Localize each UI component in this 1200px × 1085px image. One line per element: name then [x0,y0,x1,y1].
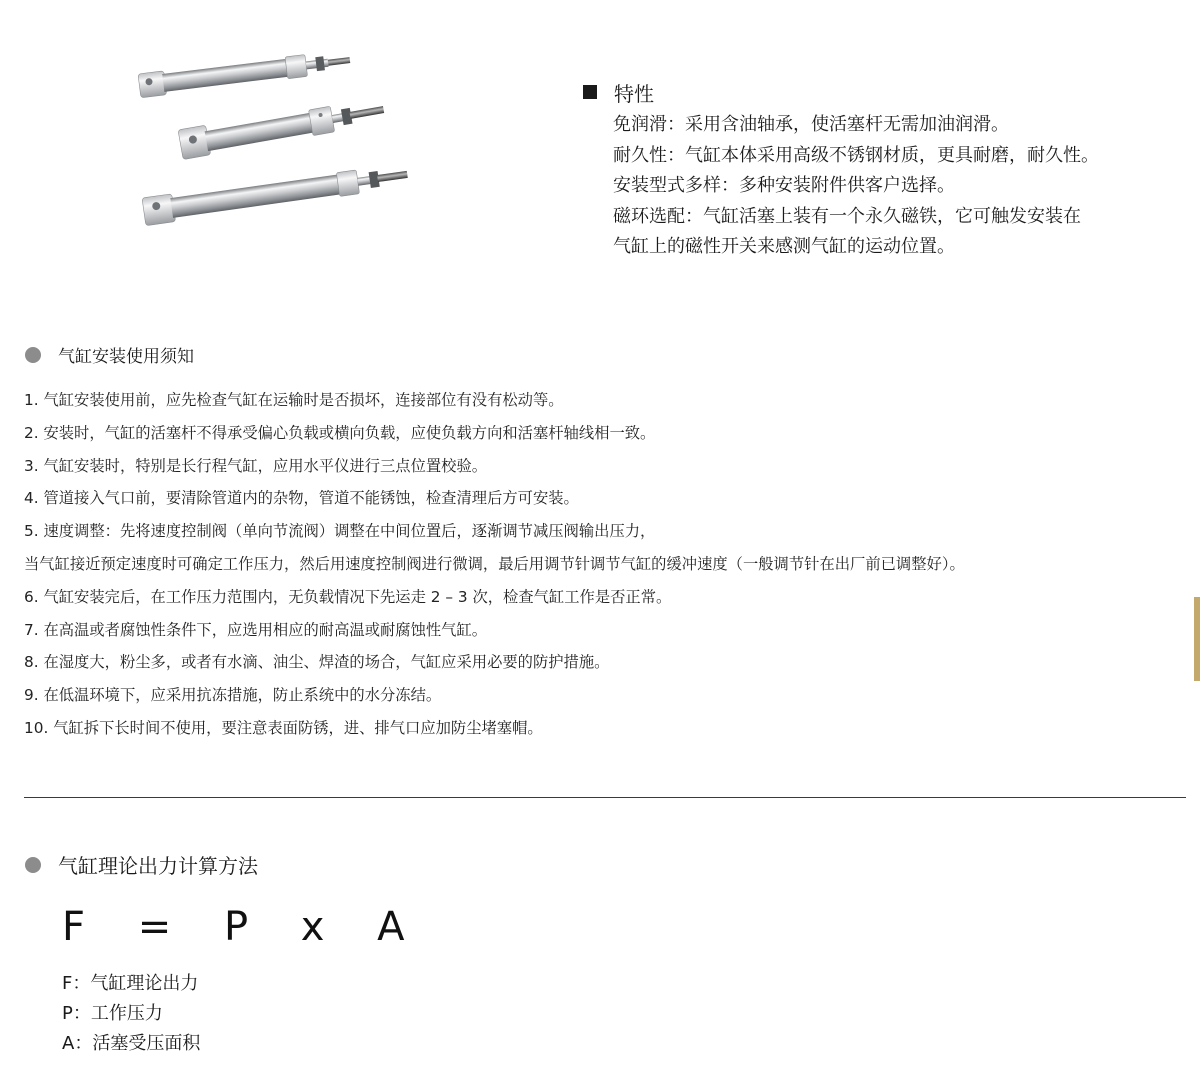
note-item: 当气缸接近预定速度时可确定工作压力，然后用速度控制阀进行微调，最后用调节针调节气缸的缓冲速度（一般调节针在出厂前已调整好）。 [24,554,965,573]
round-bullet-icon [25,857,41,873]
section-divider [24,797,1186,798]
note-item: 8. 在湿度大，粉尘多，或者有水滴、油尘、焊渣的场合，气缸应采用必要的防护措施。 [24,653,610,672]
cylinder-middle [178,94,386,159]
feature-item: 气缸上的磁性开关来感测气缸的运动位置。 [613,236,955,257]
feature-item: 耐久性：气缸本体采用高级不锈钢材质，更具耐磨，耐久性。 [613,144,1099,166]
note-item: 6. 气缸安装完后，在工作压力范围内，无负载情况下先运走 2 – 3 次，检查气缸工作是否正常。 [24,587,672,606]
features-section [583,76,1193,263]
force-formula: F = P x A [62,904,425,950]
notes-heading [25,342,194,367]
cylinder-product-image [120,40,420,230]
features-heading [583,76,1193,108]
note-item: 3. 气缸安装时，特别是长行程气缸，应用水平仪进行三点位置校验。 [24,456,488,475]
cylinder-top [138,48,351,98]
note-item: 10. 气缸拆下长时间不使用，要注意表面防锈，进、排气口应加防尘堵塞帽。 [24,718,543,737]
formula-legend [62,969,200,1059]
feature-item: 免润滑：采用含油轴承，使活塞杆无需加油润滑。 [613,114,1009,135]
note-item: 4. 管道接入气口前，要清除管道内的杂物，管道不能锈蚀，检查清理后方可安装。 [24,489,579,508]
legend-item: F：气缸理论出力 [62,973,199,994]
feature-item: 安装型式多样：多种安装附件供客户选择。 [613,175,955,196]
note-item: 5. 速度调整：先将速度控制阀（单向节流阀）调整在中间位置后，逐渐调节减压阀输出压力， [24,522,656,541]
features-title: 特性 [614,81,654,106]
square-bullet-icon [583,85,597,99]
note-item: 9. 在低温环境下，应采用抗冻措施，防止系统中的水分冻结。 [24,686,442,705]
legend-item: A：活塞受压面积 [62,1033,201,1054]
legend-item: P：工作压力 [62,1003,163,1024]
page-edge-tab [1194,597,1200,681]
feature-item: 磁环选配：气缸活塞上装有一个永久磁铁，它可触发安装在 [613,205,1081,227]
calculation-title: 气缸理论出力计算方法 [58,854,258,878]
notes-title: 气缸安装使用须知 [58,347,194,367]
note-item: 1. 气缸安装使用前，应先检查气缸在运输时是否损坏，连接部位有没有松动等。 [24,391,564,409]
note-item: 2. 安装时，气缸的活塞杆不得承受偏心负载或横向负载，应使负载方向和活塞杆轴线相一致。 [24,423,656,442]
note-item: 7. 在高温或者腐蚀性条件下，应选用相应的耐高温或耐腐蚀性气缸。 [24,620,488,639]
round-bullet-icon [25,347,41,363]
cylinder-bottom [142,161,409,226]
notes-list [24,384,965,745]
calculation-heading [25,850,258,879]
features-list [613,110,1193,263]
